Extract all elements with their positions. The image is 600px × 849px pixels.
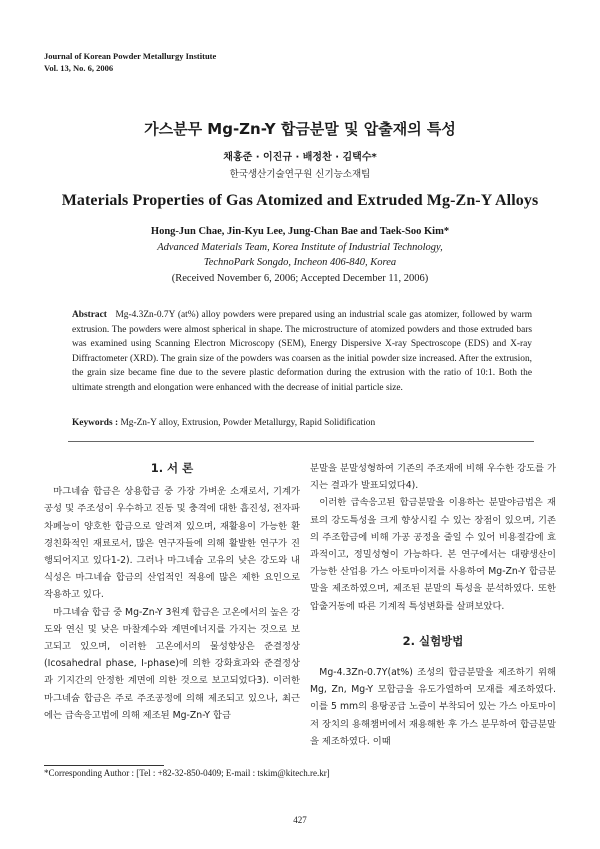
korean-affiliation: 한국생산기술연구원 신기능소재팀 — [229, 169, 371, 180]
right-column — [310, 460, 556, 750]
korean-authors: 채홍준 · 이진규 · 배정찬 · 김택수* — [223, 152, 377, 163]
methods-paragraph-1: Mg-4.3Zn-0.7Y(at%) 조성의 합금분말을 제조하기 위해 Mg, Zn, Mg-Y 모합금을 유도가열하여 모재를 제조하였다. 이를 5 mm의 용탕공급 노즐이 부착되어 있는 가스 아토마이저 장치의 용해챔버에서 재용해한 후 가스 분무하여 합금분말을 제조하였다. 이때 — [310, 667, 556, 747]
abstract — [72, 308, 532, 396]
footnote-rule — [44, 765, 164, 766]
page-number: 427 — [293, 815, 307, 825]
english-affiliation-1: Advanced Materials Team, Korea Institute of Industrial Technology, — [157, 241, 443, 253]
methods-heading: 2. 실험방법 — [402, 633, 464, 648]
keywords — [72, 418, 532, 428]
introduction-heading: 1. 서 론 — [150, 461, 194, 475]
intro-paragraph-4: 이러한 급속응고된 합금분말을 이용하는 분말야금법은 재료의 강도특성을 크게 향상시킬 수 있는 장점이 있으며, 기존의 주조합금에 비해 가공 공정을 줄일 수 있어 비용절감에 효과적이고, 정밀성형이 가능하다. 본 연구에서는 대량생산이 가능한 산업용 가스 아토마이저를 사용하여 Mg-Zn-Y 합금분말을 제조하였으며, 제조된 분말의 특성을 분석하였다. 또한 압출거동에 따른 기계적 특성변화를 살펴보았다. — [310, 497, 556, 612]
abstract-text: Mg-4.3Zn-0.7Y (at%) alloy powders were prepared using an industrial scale gas atomizer, followed by warm extrusion. The powders were almost spherical in shape. The microstructure of atomized powders and those extruded bars was examined using Scanning Electron Microscopy (SEM), Energy Dispersive X-ray Spectroscope (EDS) and X-ray Diffractometer (XRD). The grain size of the powders was coarsen as the initial powder size increased. After the extrusion, the grain size became fine due to the severe plastic deformation during the extrusion with the ratio of 10:1. Both the ultimate strength and elongation were enhanced with the decrease of initial particle size. — [72, 310, 532, 393]
korean-title: 가스분무 Mg-Zn-Y 합금분말 및 압출재의 특성 — [144, 120, 456, 138]
english-author-block — [0, 224, 600, 286]
journal-header — [44, 50, 216, 74]
keywords-text: Mg-Zn-Y alloy, Extrusion, Powder Metallurgy, Rapid Solidification — [120, 418, 376, 428]
english-affiliation-2: TechnoPark Songdo, Incheon 406-840, Korea — [203, 257, 397, 268]
english-title: Materials Properties of Gas Atomized and Extruded Mg-Zn-Y Alloys — [61, 192, 539, 209]
abstract-label: Abstract — [72, 310, 107, 320]
intro-paragraph-2: 마그네슘 합금 중 Mg-Zn-Y 3원계 합금은 고온에서의 높은 강도와 연신 및 낮은 마찰계수와 계면에너지를 가지는 것으로 보고되고 있으며, 이러한 고온에서의 물성향상은 준결정상(Icosahedral phase, I-phase)에 의한 강화효과와 준결정상과 기지간의 안정한 계면에 의한 것으로 보고되었다3). 이러한 마그네슘 합금은 주로 주조공정에 의해 제조되고 있으나, 최근에는 급속응고법에 의해 제조된 Mg-Zn-Y 합금 — [44, 606, 300, 721]
journal-name: Journal of Korean Powder Metallurgy Institute — [44, 51, 217, 61]
section-divider — [68, 441, 534, 442]
english-authors: Hong-Jun Chae, Jin-Kyu Lee, Jung-Chan Bae and Taek-Soo Kim* — [150, 226, 450, 237]
intro-paragraph-3: 분말을 분말성형하여 기존의 주조재에 비해 우수한 강도를 가지는 결과가 발표되었다4). — [310, 463, 556, 492]
corresponding-author-footnote: *Corresponding Author : [Tel : +82-32-850-0409; E-mail : tskim@kitech.re.kr] — [44, 768, 330, 778]
received-dates: (Received November 6, 2006; Accepted December 11, 2006) — [171, 272, 429, 284]
left-column — [44, 460, 300, 724]
intro-paragraph-1: 마그네슘 합금은 상용합금 중 가장 가벼운 소재로서, 기계가공성 및 주조성이 우수하고 진동 및 충격에 대한 흡진성, 전자파차폐능이 양호한 합금으로 알려져 있으며, 재활용이 가능한 환경친화적인 재료로서, 많은 연구자들에 의해 활발한 연구가 진행되어지고 있다1-2). 그러나 마그네슘 고유의 낮은 강도와 내식성은 마그네슘 합금의 산업적인 적용에 많은 제한 요인으로 작용하고 있다. — [44, 486, 300, 601]
keywords-label: Keywords : — [72, 418, 119, 428]
journal-volume: Vol. 13, No. 6, 2006 — [44, 63, 114, 73]
